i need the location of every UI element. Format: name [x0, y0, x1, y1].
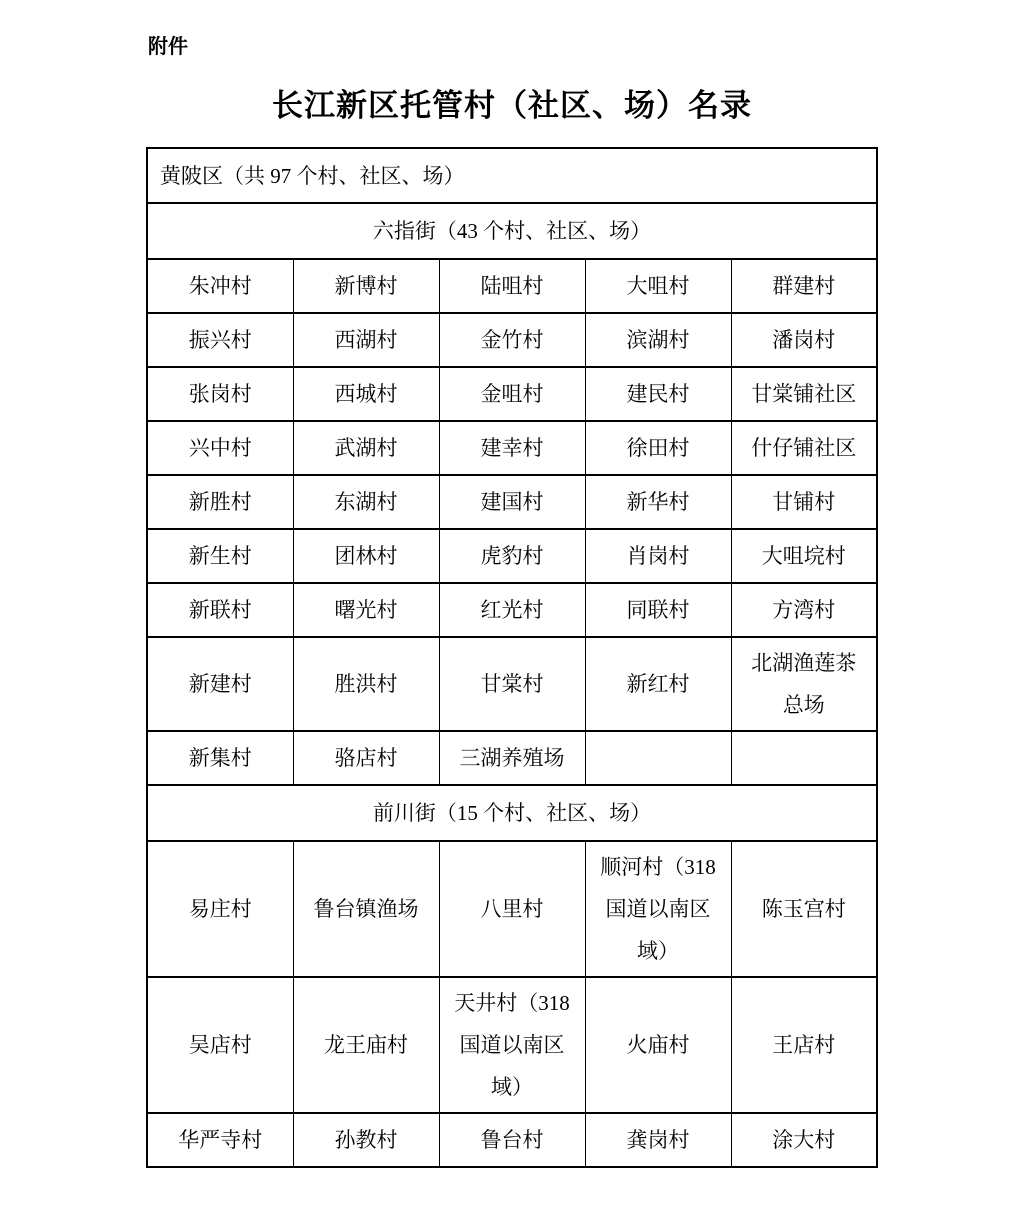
table-row [147, 367, 877, 421]
village-cell: 新联村 [147, 583, 293, 637]
village-cell: 北湖渔莲茶总场 [731, 637, 877, 731]
village-cell: 曙光村 [293, 583, 439, 637]
table-row [147, 731, 877, 785]
empty-cell [731, 731, 877, 785]
village-cell: 同联村 [585, 583, 731, 637]
district-header-cell: 黄陂区（共 97 个村、社区、场） [147, 148, 877, 203]
village-cell: 龙王庙村 [293, 977, 439, 1113]
village-cell: 兴中村 [147, 421, 293, 475]
village-cell: 武湖村 [293, 421, 439, 475]
village-cell: 新红村 [585, 637, 731, 731]
village-cell: 天井村（318国道以南区域） [439, 977, 585, 1113]
village-cell: 张岗村 [147, 367, 293, 421]
village-cell: 甘棠铺社区 [731, 367, 877, 421]
table-row [147, 148, 877, 203]
village-cell: 新建村 [147, 637, 293, 731]
village-cell: 吴店村 [147, 977, 293, 1113]
village-cell: 方湾村 [731, 583, 877, 637]
village-cell: 鲁台村 [439, 1113, 585, 1167]
village-cell: 振兴村 [147, 313, 293, 367]
village-cell: 骆店村 [293, 731, 439, 785]
table-row [147, 977, 877, 1113]
table-row [147, 313, 877, 367]
village-cell: 肖岗村 [585, 529, 731, 583]
village-cell: 三湖养殖场 [439, 731, 585, 785]
village-cell: 火庙村 [585, 977, 731, 1113]
village-cell: 陆咀村 [439, 259, 585, 313]
village-cell: 新生村 [147, 529, 293, 583]
village-cell: 建民村 [585, 367, 731, 421]
village-cell: 大咀村 [585, 259, 731, 313]
village-cell: 金竹村 [439, 313, 585, 367]
village-cell: 鲁台镇渔场 [293, 841, 439, 977]
table-row [147, 259, 877, 313]
village-cell: 新胜村 [147, 475, 293, 529]
village-cell: 西城村 [293, 367, 439, 421]
village-cell: 什仔铺社区 [731, 421, 877, 475]
table-row [147, 421, 877, 475]
village-cell: 红光村 [439, 583, 585, 637]
village-cell: 涂大村 [731, 1113, 877, 1167]
village-cell: 顺河村（318国道以南区域） [585, 841, 731, 977]
empty-cell [585, 731, 731, 785]
village-cell: 金咀村 [439, 367, 585, 421]
village-cell: 新集村 [147, 731, 293, 785]
section-header-cell: 六指街（43 个村、社区、场） [147, 203, 877, 259]
village-cell: 甘铺村 [731, 475, 877, 529]
village-cell: 甘棠村 [439, 637, 585, 731]
village-cell: 群建村 [731, 259, 877, 313]
village-cell: 新华村 [585, 475, 731, 529]
village-cell: 新博村 [293, 259, 439, 313]
table-row [147, 529, 877, 583]
village-cell: 龚岗村 [585, 1113, 731, 1167]
village-cell: 王店村 [731, 977, 877, 1113]
village-cell: 徐田村 [585, 421, 731, 475]
section-header-cell: 前川街（15 个村、社区、场） [147, 785, 877, 841]
village-cell: 华严寺村 [147, 1113, 293, 1167]
village-cell: 东湖村 [293, 475, 439, 529]
village-cell: 大咀垸村 [731, 529, 877, 583]
village-cell: 滨湖村 [585, 313, 731, 367]
village-cell: 陈玉宫村 [731, 841, 877, 977]
table-row [147, 785, 877, 841]
attachment-label: 附件 [148, 36, 188, 58]
village-cell: 八里村 [439, 841, 585, 977]
village-cell: 潘岗村 [731, 313, 877, 367]
table-row [147, 475, 877, 529]
village-cell: 西湖村 [293, 313, 439, 367]
table-row [147, 637, 877, 731]
village-cell: 易庄村 [147, 841, 293, 977]
village-cell: 孙教村 [293, 1113, 439, 1167]
village-cell: 建国村 [439, 475, 585, 529]
table-row [147, 1113, 877, 1167]
village-cell: 虎豹村 [439, 529, 585, 583]
village-cell: 朱冲村 [147, 259, 293, 313]
village-cell: 胜洪村 [293, 637, 439, 731]
village-cell: 建幸村 [439, 421, 585, 475]
table-container [146, 147, 878, 1168]
table-row [147, 583, 877, 637]
table-row [147, 203, 877, 259]
village-cell: 团林村 [293, 529, 439, 583]
table-row [147, 841, 877, 977]
village-table [146, 147, 878, 1168]
village-table-body [147, 148, 877, 1167]
page-title: 长江新区托管村（社区、场）名录 [272, 88, 752, 123]
